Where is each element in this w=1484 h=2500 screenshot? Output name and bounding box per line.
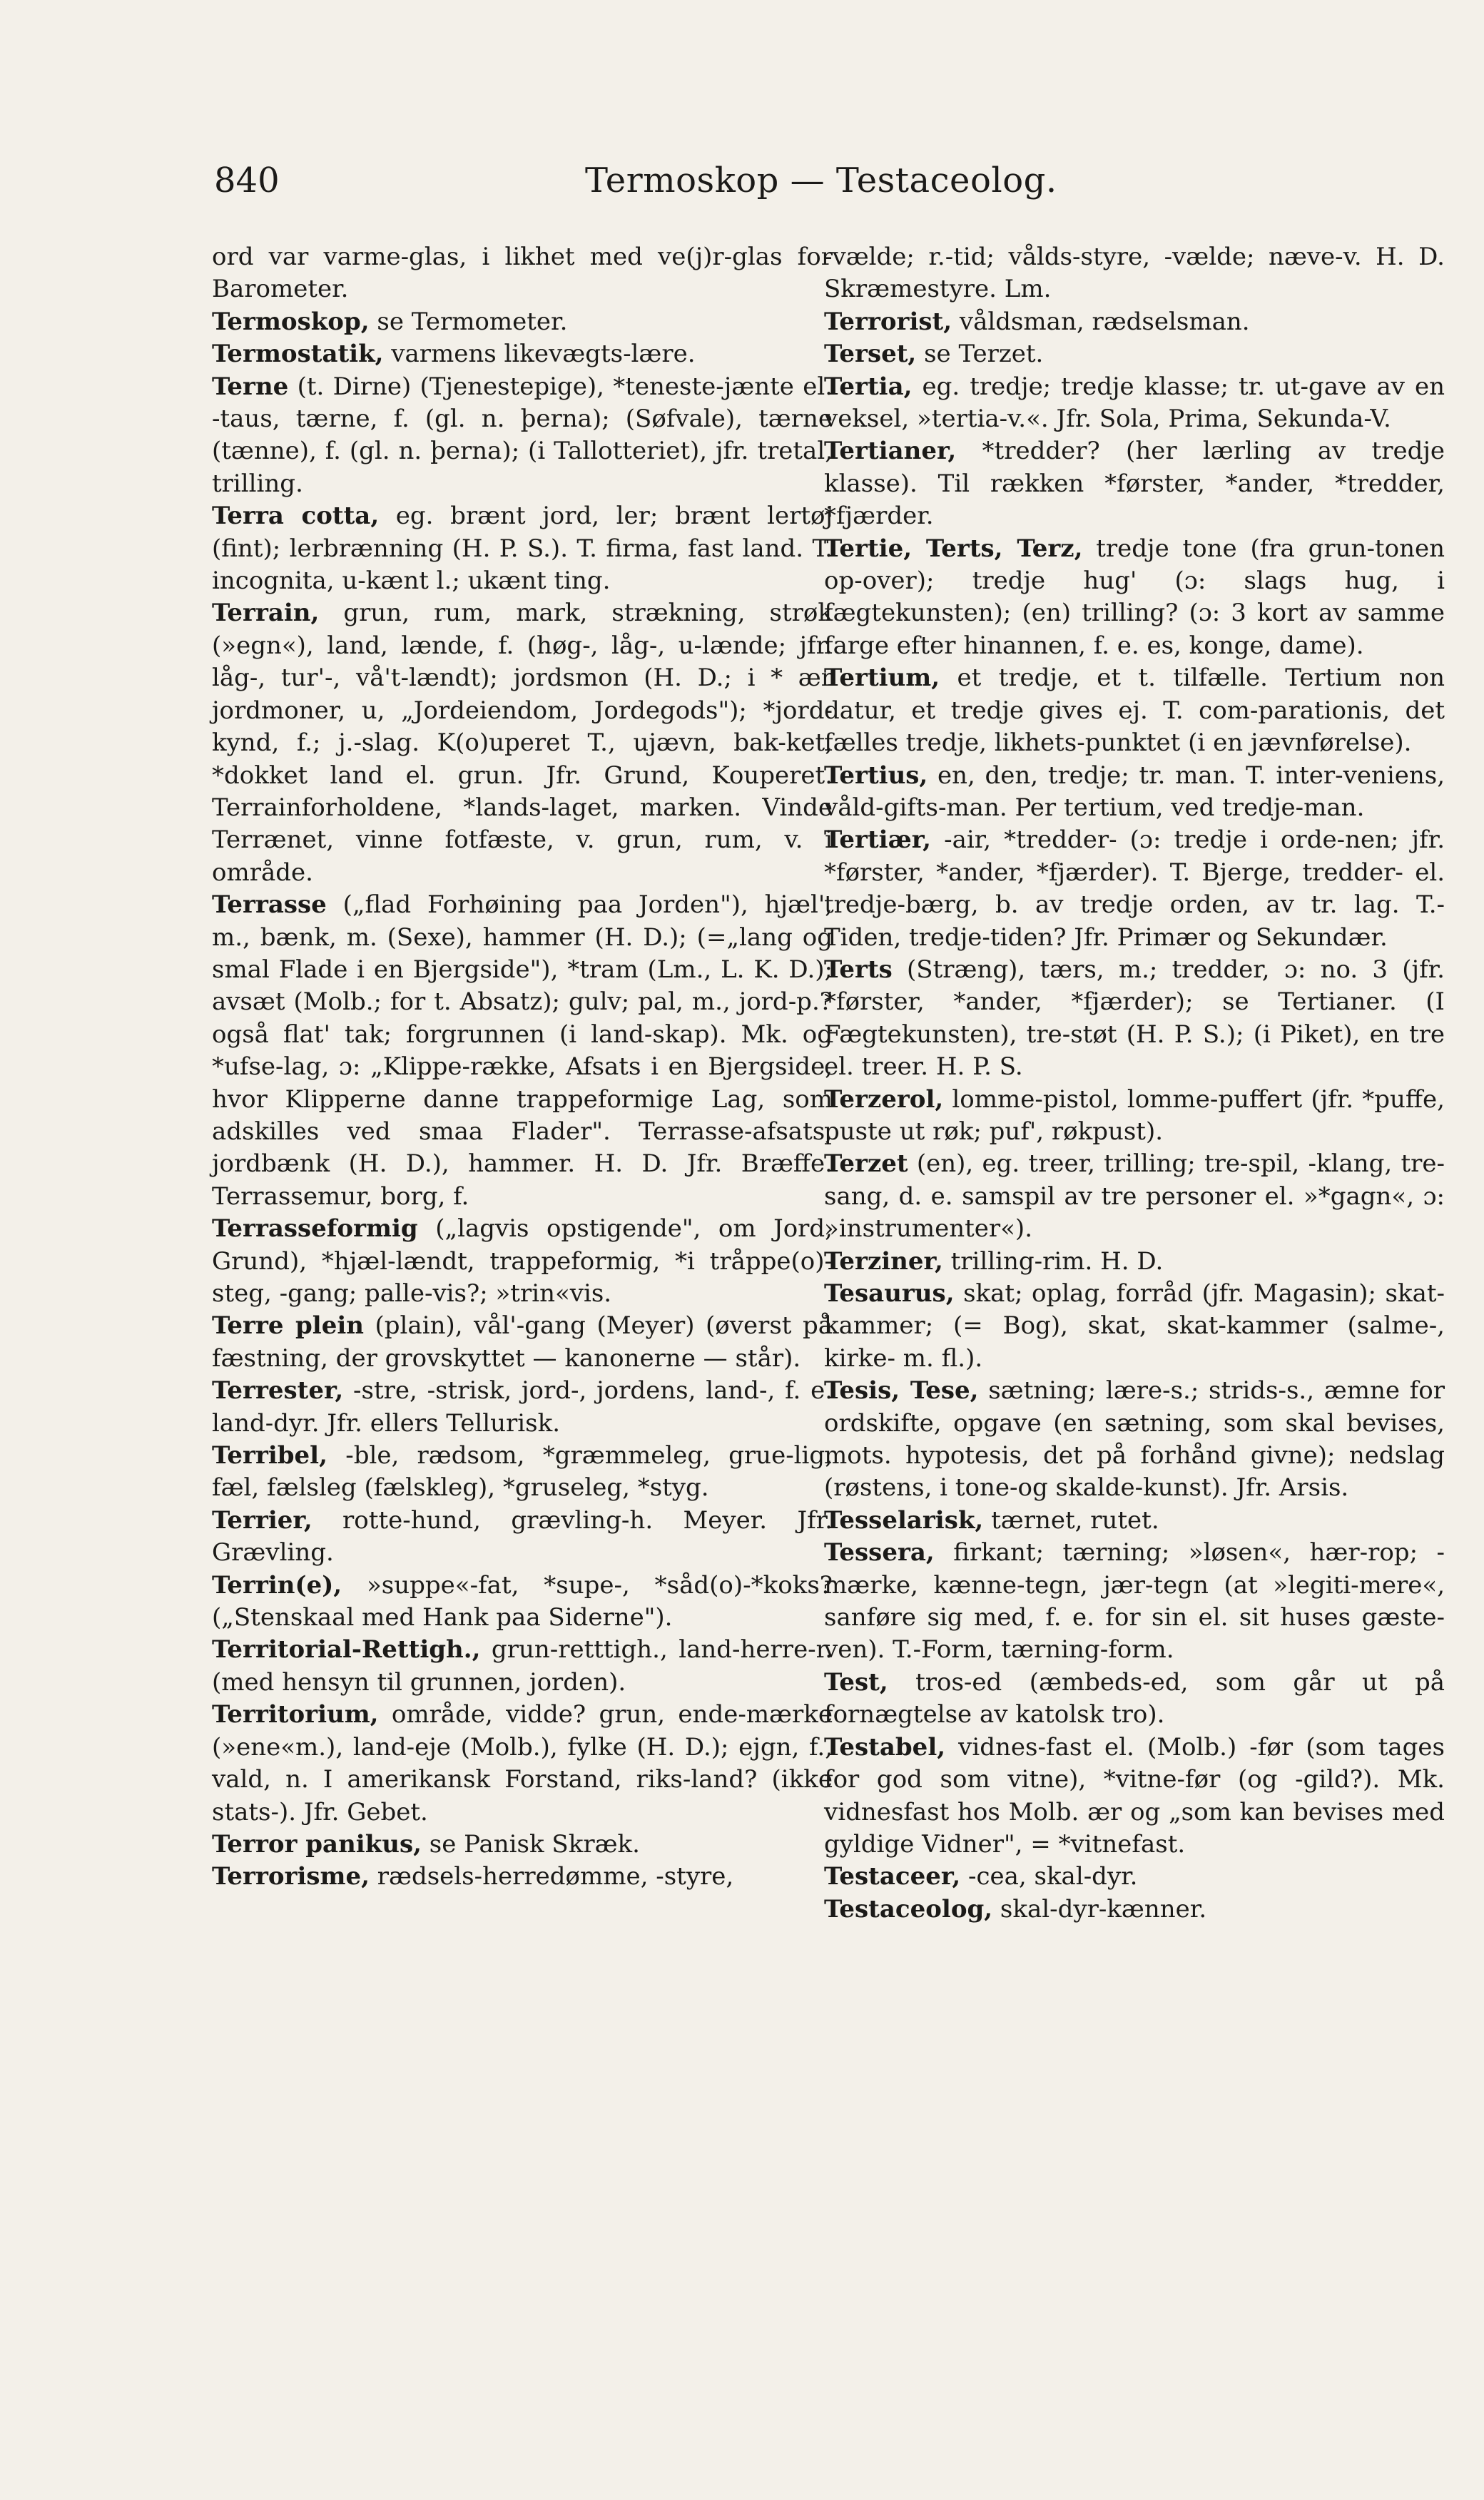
dictionary-entry — [212, 1861, 833, 1893]
left-column — [212, 241, 833, 1894]
entry-definition: rotte-hund, grævling-h. Meyer. Jfr. Grævling. — [212, 1505, 833, 1567]
dictionary-entry — [824, 1375, 1445, 1505]
entry-headword: Tertium, — [824, 664, 940, 693]
entry-definition: („flad Forhøining paa Jorden"), hjæl', m., bænk, m. (Sexe), hammer (H. D.); (=„lang og smal Flade i en Bjergside"), *tram (Lm., L. K. D.); avsæt (Molb.; for t. Absatz); gulv; pal, m., jord-p.? også flat' tak; forgrunnen (i land-skap). Mk. og *ufse-lag, ɔ: „Klippe-række, Afsats i en Bjergside, hvor Klipperne danne trappeformige Lag, som adskilles ved smaa Flader". Terrasse-afsats, jordbænk (H. D.), hammer. H. D. Jfr. Bræffe. Terrassemur, borg, f. — [212, 890, 833, 1211]
dictionary-entry — [824, 954, 1445, 1084]
entry-headword: Terziner, — [824, 1246, 943, 1276]
entry-headword: Test, — [824, 1667, 888, 1697]
entry-headword: Terrorist, — [824, 307, 952, 336]
right-column — [824, 241, 1445, 1926]
entry-definition: skat; oplag, forråd (jfr. Magasin); skat-kammer; (= Bog), skat, skat-kammer (salme-, kirke- m. fl.). — [824, 1279, 1445, 1373]
dictionary-entry — [824, 1861, 1445, 1893]
entry-definition: ord var varme-glas, i likhet med ve(j)r-glas for Barometer. — [212, 243, 833, 304]
dictionary-entry — [212, 1634, 833, 1699]
running-head: Termoskop — Testaceolog. — [585, 161, 1057, 200]
dictionary-entry — [212, 241, 833, 306]
dictionary-entry — [824, 1667, 1445, 1732]
entry-headword: Tertiær, — [824, 825, 931, 855]
entry-definition: eg. brænt jord, ler; brænt lertøj (fint); lerbrænning (H. P. S.). T. firma, fast land. T. incognita, u-kænt l.; ukænt ting. — [212, 502, 833, 596]
entry-definition: varmens likevægts-lære. — [383, 340, 696, 369]
entry-headword: Terrester, — [212, 1376, 344, 1406]
entry-headword: Terts — [824, 955, 893, 984]
page-number: 840 — [214, 161, 280, 200]
entry-headword: Terrin(e), — [212, 1570, 342, 1600]
dictionary-entry — [824, 1148, 1445, 1245]
entry-definition: -ble, rædsom, *græmmeleg, grue-lig, fæl, fælsleg (fælskleg), *gruseleg, *styg. — [212, 1441, 833, 1503]
dictionary-entry — [212, 500, 833, 597]
entry-definition: sætning; lære-s.; strids-s., æmne for ordskifte, opgave (en sætning, som skal bevises, mots. hypotesis, det på forhånd givne); nedslag (røstens, i tone-og skalde-kunst). Jfr. Arsis. — [824, 1376, 1445, 1503]
entry-definition: *tredder? (her lærling av tredje klasse). Til rækken *førster, *ander, *tredder, *fjærder. — [824, 437, 1445, 531]
entry-definition: grun, rum, mark, strækning, strøk (»egn«), land, lænde, f. (høg-, låg-, u-lænde; jfr. låg-, tur'-, vå't-lændt); jordsmon (H. D.; i * ær jordmoner, u, „Jordeiendom, Jordegods"); *jord-kynd, f.; j.-slag. K(o)uperet T., ujævn, bak-ket, *dokket land el. grun. Jfr. Grund, Kouperet. Terrainforholdene, *lands-laget, marken. Vinde Terrænet, vinne fotfæste, v. grun, rum, v. i område. — [212, 599, 833, 887]
dictionary-entry — [824, 662, 1445, 759]
entry-headword: Terrain, — [212, 599, 320, 628]
entry-headword: Terrorisme, — [212, 1862, 370, 1891]
entry-definition: rædsels-herredømme, -styre, — [369, 1862, 734, 1891]
entry-definition: -vælde; r.-tid; vålds-styre, -vælde; næve-v. H. D. Skræmestyre. Lm. — [824, 243, 1445, 304]
entry-definition: se Terzet. — [916, 340, 1044, 369]
dictionary-entry — [824, 241, 1445, 306]
entry-headword: Tertie, Terts, Terz, — [824, 534, 1083, 563]
entry-definition: -stre, -strisk, jord-, jordens, land-, f. e. land-dyr. Jfr. ellers Tellurisk. — [212, 1376, 833, 1438]
entry-headword: Terribel, — [212, 1441, 327, 1470]
entry-headword: Tesselarisk, — [824, 1505, 984, 1535]
dictionary-entry — [824, 1278, 1445, 1375]
dictionary-entry — [212, 1570, 833, 1635]
entry-headword: Territorium, — [212, 1700, 379, 1729]
entry-definition: (Stræng), tærs, m.; tredder, ɔ: no. 3 (jfr. *førster, *ander, *fjærder); se Tertianer. (I Fægtekunsten), tre-støt (H. P. S.); (i Piket), en tre el. treer. H. P. S. — [824, 955, 1445, 1082]
entry-definition: firkant; tærning; »løsen«, hær-rop; -mærke, kænne-tegn, jær-tegn (at »legiti-mere«, sanføre sig med, f. e. for sin el. sit huses gæste-ven). T.-Form, tærning-form. — [824, 1538, 1445, 1665]
entry-definition: tærnet, rutet. — [983, 1505, 1159, 1535]
entry-headword: Tesaurus, — [824, 1279, 955, 1308]
page-header — [214, 161, 1070, 210]
dictionary-entry — [824, 306, 1445, 338]
dictionary-entry — [824, 760, 1445, 825]
dictionary-entry — [824, 1084, 1445, 1149]
dictionary-entry — [212, 1829, 833, 1861]
dictionary-entry — [212, 1375, 833, 1440]
entry-definition: -cea, skal-dyr. — [960, 1862, 1138, 1891]
entry-headword: Testaceer, — [824, 1862, 961, 1891]
entry-definition: (plain), vål'-gang (Meyer) (øverst på fæstning, der grovskyttet — kanonerne — står). — [212, 1311, 833, 1373]
dictionary-entry — [212, 306, 833, 338]
entry-definition: grun-retttigh., land-herre-r. (med hensyn til grunnen, jorden). — [212, 1635, 833, 1697]
dictionary-entry — [824, 824, 1445, 954]
entry-definition: („lagvis opstigende", om Jord, Grund), *hjæl-lændt, trappeformig, *i tråppe(o)-steg, -gang; palle-vis?; »trin«vis. — [212, 1214, 833, 1308]
dictionary-entry — [824, 533, 1445, 663]
entry-definition: -air, *tredder- (ɔ: tredje i orde-nen; jfr. *førster, *ander, *fjærder). T. Bjerge, tredder- el. tredje-bærg, b. av tredje orden, av tr. lag. T.-Tiden, tredje-tiden? Jfr. Primær og Sekundær. — [824, 825, 1445, 952]
entry-headword: Terset, — [824, 340, 917, 369]
dictionary-entry — [212, 1440, 833, 1505]
dictionary-entry — [212, 1213, 833, 1310]
entry-definition: vidnes-fast el. (Molb.) -før (som tages for god som vitne), *vitne-før (og -gild?). Mk. vidnesfast hos Molb. ær og „som kan bevises med gyldige Vidner", = *vitnefast. — [824, 1732, 1445, 1859]
entry-definition: »suppe«-fat, *supe-, *såd(o)-*koks? („Stenskaal med Hank paa Siderne"). — [212, 1570, 833, 1632]
entry-headword: Testabel, — [824, 1732, 946, 1762]
dictionary-entry — [824, 1537, 1445, 1667]
entry-definition: tredje tone (fra grun-tonen op-over); tredje hug' (ɔ: slags hug, i fægtekunsten); (en) trilling? (ɔ: 3 kort av samme farge efter hinannen, f. e. es, konge, dame). — [824, 534, 1445, 660]
entry-definition: eg. tredje; tredje klasse; tr. ut-gave av en veksel, »tertia-v.«. Jfr. Sola, Prima, Sekunda-V. — [824, 372, 1445, 434]
entry-headword: Tertius, — [824, 761, 928, 790]
dictionary-entry — [212, 889, 833, 1213]
dictionary-entry — [212, 1505, 833, 1570]
dictionary-entry — [212, 1699, 833, 1829]
dictionary-entry — [212, 371, 833, 501]
entry-headword: Termoskop, — [212, 307, 370, 336]
entry-definition: se Panisk Skræk. — [421, 1829, 640, 1859]
entry-headword: Tertianer, — [824, 437, 957, 466]
entry-headword: Terror panikus, — [212, 1829, 422, 1859]
dictionary-entry — [212, 338, 833, 370]
entry-headword: Territorial-Rettigh., — [212, 1635, 481, 1665]
dictionary-entry — [824, 371, 1445, 436]
entry-headword: Terzet — [824, 1149, 908, 1179]
entry-definition: en, den, tredje; tr. man. T. inter-veniens, våld-gifts-man. Per tertium, ved tredje-man. — [824, 761, 1445, 822]
entry-headword: Tessera, — [824, 1538, 935, 1567]
entry-headword: Testaceolog, — [824, 1894, 993, 1924]
entry-headword: Terrier, — [212, 1505, 312, 1535]
entry-headword: Terrasse — [212, 890, 327, 920]
dictionary-entry — [824, 338, 1445, 370]
dictionary-entry — [212, 597, 833, 889]
entry-definition: skal-dyr-kænner. — [992, 1894, 1207, 1924]
entry-definition: et tredje, et t. tilfælle. Tertium non datur, et tredje gives ej. T. com-parationis, det fælles tredje, likhets-punktet (i en jævnførelse). — [824, 664, 1445, 758]
entry-definition: (t. Dirne) (Tjenestepige), *teneste-jænte el. -taus, tærne, f. (gl. n. þerna); (Søfvale), tærne (tænne), f. (gl. n. þerna); (i Tallotteriet), jfr. tretal, trilling. — [212, 372, 833, 498]
dictionary-entry — [824, 435, 1445, 532]
entry-headword: Terzerol, — [824, 1084, 944, 1114]
dictionary-entry — [824, 1505, 1445, 1537]
dictionary-entry — [824, 1246, 1445, 1278]
entry-headword: Termostatik, — [212, 340, 384, 369]
entry-definition: se Termometer. — [369, 307, 568, 336]
entry-headword: Tesis, Tese, — [824, 1376, 979, 1406]
entry-definition: (en), eg. treer, trilling; tre-spil, -klang, tre-sang, d. e. samspil av tre personer el. »*gagn«, ɔ: »instrumenter«). — [824, 1149, 1445, 1244]
dictionary-entry — [824, 1894, 1445, 1926]
entry-headword: Terne — [212, 372, 289, 401]
entry-headword: Terre plein — [212, 1311, 364, 1341]
entry-headword: Terrasseformig — [212, 1214, 418, 1244]
entry-definition: trilling-rim. H. D. — [942, 1246, 1164, 1276]
entry-definition: lomme-pistol, lomme-puffert (jfr. *puffe, puste ut røk; puf', røkpust). — [824, 1084, 1445, 1146]
entry-definition: tros-ed (æmbeds-ed, som går ut på fornægtelse av katolsk tro). — [824, 1667, 1445, 1729]
dictionary-entry — [824, 1732, 1445, 1861]
entry-headword: Terra cotta, — [212, 502, 380, 531]
entry-definition: område, vidde? grun, ende-mærke (»ene«m.), land-eje (Molb.), fylke (H. D.); ejgn, f., vald, n. I amerikansk Forstand, riks-land? (ikke stats-). Jfr. Gebet. — [212, 1700, 833, 1826]
entry-definition: våldsman, rædselsman. — [952, 307, 1250, 336]
entry-headword: Tertia, — [824, 372, 913, 401]
dictionary-entry — [212, 1310, 833, 1375]
